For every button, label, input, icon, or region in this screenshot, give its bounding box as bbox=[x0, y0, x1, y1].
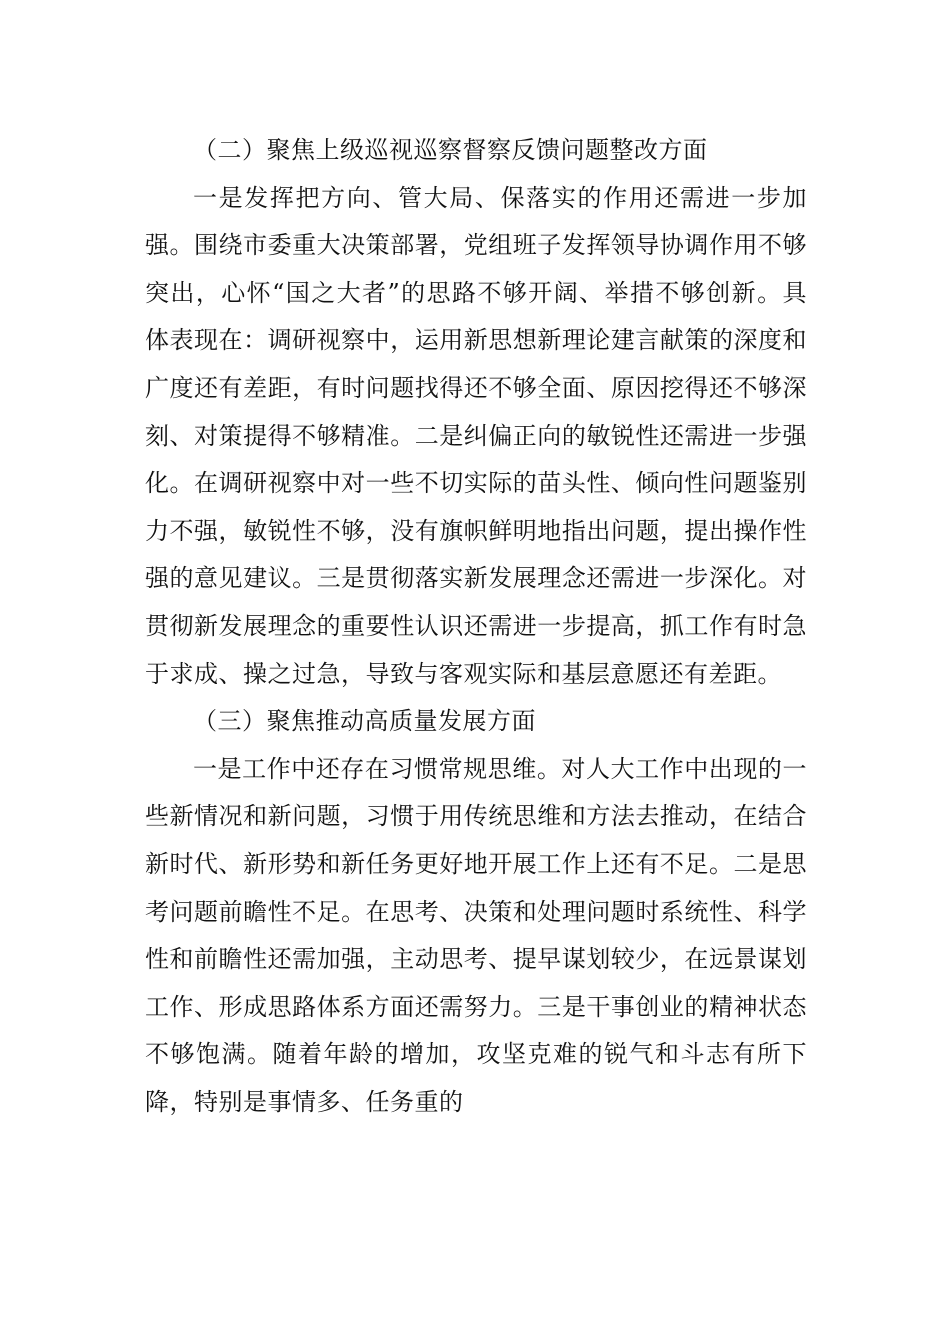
document-body bbox=[145, 127, 807, 1126]
section-heading-3: （三）聚焦推动高质量发展方面 bbox=[193, 707, 536, 736]
section-paragraph-2: 一是发挥把方向、管大局、保落实的作用还需进一步加强。围绕市委重大决策部署，党组班子发挥领导协调作用不够突出，心怀“国之大者”的思路不够开阔、举措不够创新。具体表现在：调研视察中，运用新思想新理论建言献策的深度和广度还有差距，有时问题找得还不够全面、原因挖得还不够深刻、对策提得不够精准。二是纠偏正向的敏锐性还需进一步强化。在调研视察中对一些不切实际的苗头性、倾向性问题鉴别力不强，敏锐性不够，没有旗帜鲜明地指出问题，提出操作性强的意见建议。三是贯彻落实新发展理念还需进一步深化。对贯彻新发展理念的重要性认识还需进一步提高，抓工作有时急于求成、操之过急，导致与客观实际和基层意愿还有差距。 bbox=[145, 183, 807, 688]
section-paragraph-3: 一是工作中还存在习惯常规思维。对人大工作中出现的一些新情况和新问题，习惯于用传统思维和方法去推动，在结合新时代、新形势和新任务更好地开展工作上还有不足。二是思考问题前瞻性不足。在思考、决策和处理问题时系统性、科学性和前瞻性还需加强，主动思考、提早谋划较少，在远景谋划工作、形成思路体系方面还需努力。三是干事创业的精神状态不够饱满。随着年龄的增加，攻坚克难的锐气和斗志有所下降，特别是事情多、任务重的 bbox=[145, 754, 807, 1116]
section-heading-2: （二）聚焦上级巡视巡察督察反馈问题整改方面 bbox=[193, 136, 708, 164]
